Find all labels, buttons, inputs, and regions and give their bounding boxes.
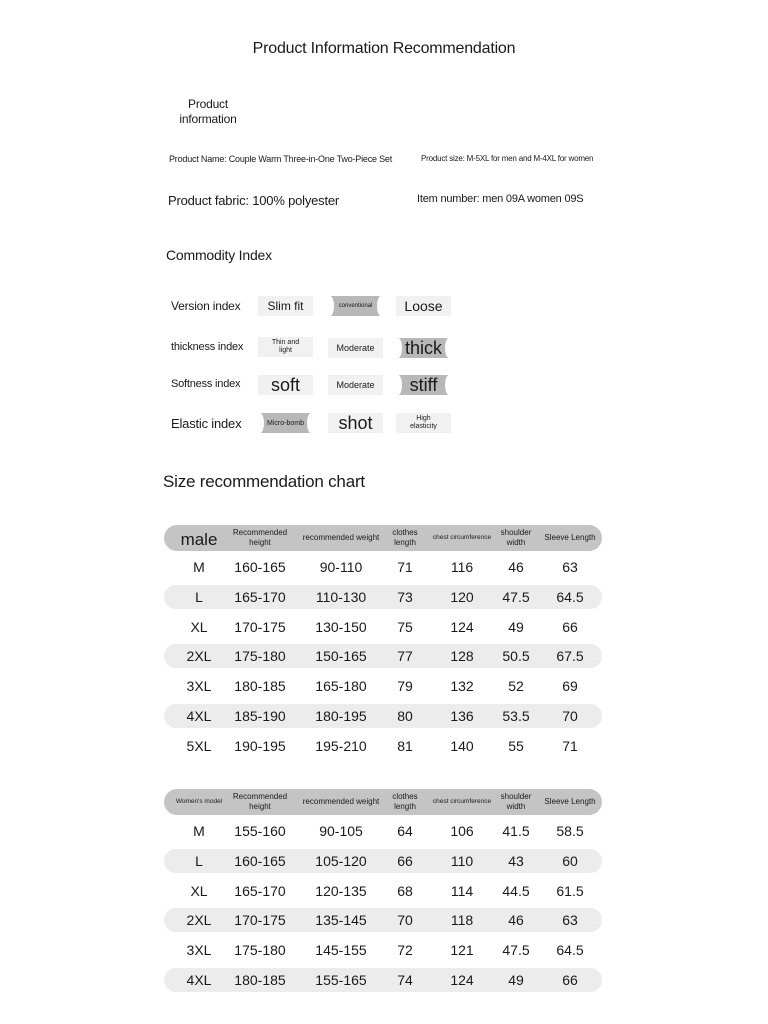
female-header-0: Women's model xyxy=(175,798,223,805)
male-header-3: clothes length xyxy=(392,528,418,547)
table-cell: 135-145 xyxy=(315,912,367,929)
index-label-elastic: Elastic index xyxy=(171,416,242,431)
table-cell: 55 xyxy=(508,737,524,754)
table-cell: 128 xyxy=(450,648,474,665)
male-header-0: male xyxy=(180,530,218,549)
table-cell: L xyxy=(195,588,203,605)
table-cell: 71 xyxy=(562,737,578,754)
table-cell: 47.5 xyxy=(502,588,530,605)
table-cell: 60 xyxy=(562,852,578,869)
table-cell: 160-165 xyxy=(234,852,286,869)
table-cell: 4XL xyxy=(186,972,212,988)
table-cell: 106 xyxy=(450,823,474,839)
table-cell: 81 xyxy=(397,737,413,754)
table-cell: 110-130 xyxy=(315,588,367,605)
table-cell: 66 xyxy=(562,972,578,988)
table-cell: 121 xyxy=(450,942,474,959)
table-cell: 170-175 xyxy=(234,912,286,929)
table-cell: 155-165 xyxy=(315,972,367,988)
item-number: Item number: men 09A women 09S xyxy=(417,193,584,205)
table-cell: 110 xyxy=(450,852,474,869)
male-header-6: Sleeve Length xyxy=(544,533,596,542)
table-cell: 155-160 xyxy=(234,823,286,839)
table-cell: 180-185 xyxy=(234,678,286,695)
table-cell: 165-170 xyxy=(234,588,286,605)
table-cell: 70 xyxy=(562,708,578,724)
table-cell: 170-175 xyxy=(234,618,286,635)
option-conventional-selected: conventional xyxy=(328,296,383,316)
table-cell: 71 xyxy=(397,559,413,575)
table-cell: 61.5 xyxy=(556,882,584,899)
table-cell: 118 xyxy=(450,912,474,929)
table-cell: 63 xyxy=(562,912,578,929)
table-cell: 46 xyxy=(508,559,524,575)
table-cell: 3XL xyxy=(186,678,212,695)
table-cell: 75 xyxy=(397,618,413,635)
table-cell: XL xyxy=(190,618,208,635)
table-cell: 66 xyxy=(562,618,578,635)
option-shot: shot xyxy=(328,413,383,433)
option-moderate: Moderate xyxy=(328,375,383,395)
table-cell: 69 xyxy=(562,678,578,695)
table-cell: 52 xyxy=(508,678,524,695)
table-cell: 195-210 xyxy=(315,737,367,754)
option-high-elasticity: High elasticity xyxy=(396,413,451,433)
table-cell: 150-165 xyxy=(315,648,367,665)
table-cell: 90-105 xyxy=(319,823,363,839)
female-header-6: Sleeve Length xyxy=(544,797,596,806)
table-cell: 124 xyxy=(450,972,474,988)
index-label-softness: Softness index xyxy=(171,378,241,390)
table-cell: 43 xyxy=(508,852,524,869)
table-cell: 130-150 xyxy=(315,618,367,635)
product-fabric: Product fabric: 100% polyester xyxy=(168,193,340,208)
option-thin-light: Thin and light xyxy=(258,337,313,357)
table-cell: 49 xyxy=(508,618,524,635)
table-cell: 5XL xyxy=(186,737,212,754)
table-cell: 2XL xyxy=(186,912,212,929)
table-cell: 68 xyxy=(397,882,413,899)
table-cell: 80 xyxy=(397,708,413,724)
table-cell: 132 xyxy=(450,678,474,695)
table-cell: 50.5 xyxy=(502,648,530,665)
table-cell: 124 xyxy=(450,618,474,635)
table-cell: 114 xyxy=(450,882,474,899)
product-size: Product size: M-5XL for men and M-4XL for women xyxy=(421,154,594,163)
male-header-4: chest circumference xyxy=(432,534,492,541)
female-header-3: clothes length xyxy=(392,792,418,811)
table-cell: 2XL xyxy=(186,648,212,665)
table-cell: 47.5 xyxy=(502,942,530,959)
option-loose: Loose xyxy=(396,296,451,316)
product-name: Product Name: Couple Warm Three-in-One Two-Piece Set xyxy=(169,154,393,164)
female-header-2: recommended weight xyxy=(302,797,380,806)
product-info-label: Product information xyxy=(179,97,237,126)
male-header-1: Recommended height xyxy=(232,528,288,547)
table-cell: 67.5 xyxy=(556,648,584,665)
female-header-4: chest circumference xyxy=(432,798,492,805)
table-cell: M xyxy=(193,559,205,575)
option-slim-fit: Slim fit xyxy=(258,296,313,316)
table-cell: 64.5 xyxy=(556,942,584,959)
table-cell: 180-195 xyxy=(315,708,367,724)
commodity-index-title: Commodity Index xyxy=(166,247,272,263)
table-cell: 73 xyxy=(397,588,413,605)
table-cell: 180-185 xyxy=(234,972,286,988)
table-cell: 70 xyxy=(397,912,413,929)
table-cell: L xyxy=(195,852,203,869)
table-cell: 105-120 xyxy=(315,852,367,869)
size-chart-title: Size recommendation chart xyxy=(163,472,365,491)
table-cell: 165-180 xyxy=(315,678,367,695)
table-cell: 90-110 xyxy=(319,559,363,575)
table-cell: 41.5 xyxy=(502,823,530,839)
option-micro-bomb-selected: Micro-bomb xyxy=(258,413,313,433)
page-title: Product Information Recommendation xyxy=(252,40,516,57)
table-cell: 175-180 xyxy=(234,648,286,665)
female-header-1: Recommended height xyxy=(232,792,288,811)
table-cell: 64 xyxy=(397,823,413,839)
table-cell: XL xyxy=(190,882,208,899)
table-cell: 175-180 xyxy=(234,942,286,959)
table-cell: M xyxy=(193,823,205,839)
table-cell: 79 xyxy=(397,678,413,695)
table-cell: 74 xyxy=(397,972,413,988)
table-cell: 165-170 xyxy=(234,882,286,899)
table-cell: 58.5 xyxy=(556,823,584,839)
table-cell: 140 xyxy=(450,737,474,754)
table-cell: 49 xyxy=(508,972,524,988)
option-moderate: Moderate xyxy=(328,338,383,358)
table-cell: 77 xyxy=(397,648,413,665)
table-cell: 4XL xyxy=(186,708,212,724)
option-thick-selected: thick xyxy=(396,338,451,358)
table-cell: 116 xyxy=(450,559,474,575)
table-cell: 136 xyxy=(450,708,474,724)
table-cell: 53.5 xyxy=(502,708,530,724)
male-header-5: shoulder width xyxy=(500,528,532,547)
index-label-version: Version index xyxy=(171,299,241,313)
option-stiff-selected: stiff xyxy=(396,375,451,395)
table-cell: 66 xyxy=(397,852,413,869)
table-cell: 120-135 xyxy=(315,882,367,899)
table-cell: 190-195 xyxy=(234,737,286,754)
table-cell: 3XL xyxy=(186,942,212,959)
table-cell: 46 xyxy=(508,912,524,929)
table-cell: 160-165 xyxy=(234,559,286,575)
male-header-2: recommended weight xyxy=(302,533,380,542)
table-cell: 120 xyxy=(450,588,474,605)
index-label-thickness: thickness index xyxy=(171,341,244,353)
female-header-5: shoulder width xyxy=(500,792,532,811)
table-cell: 63 xyxy=(562,559,578,575)
table-cell: 145-155 xyxy=(315,942,367,959)
table-cell: 185-190 xyxy=(234,708,286,724)
table-cell: 64.5 xyxy=(556,588,584,605)
option-soft: soft xyxy=(258,375,313,395)
table-cell: 44.5 xyxy=(502,882,530,899)
table-cell: 72 xyxy=(397,942,413,959)
